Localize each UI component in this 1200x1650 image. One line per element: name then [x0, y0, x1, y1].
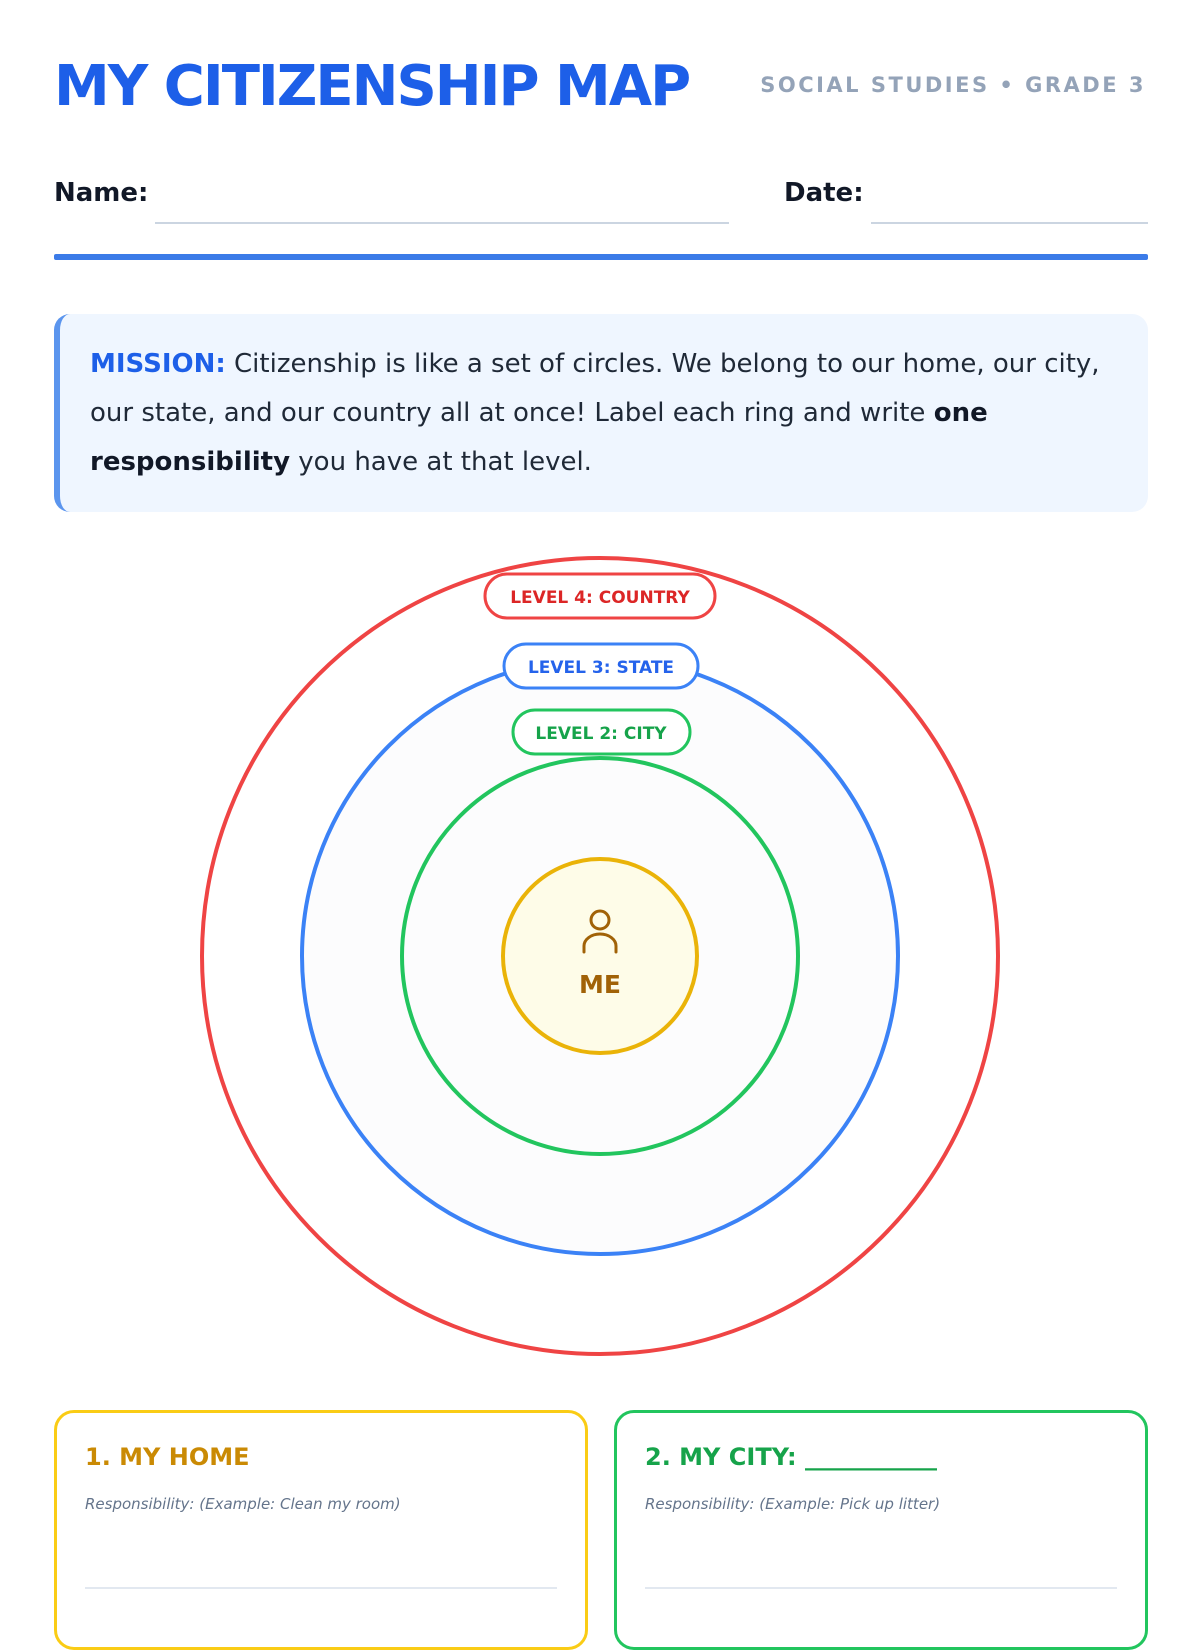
mission-text-start: Citizenship is like a set of circles. We belong to our home, our city, our state, and our country all at once! Label each ring and write	[90, 349, 1100, 428]
level-3-label	[504, 644, 698, 688]
subject-grade-label: SOCIAL STUDIES • GRADE 3	[760, 73, 1146, 97]
city-card	[614, 1410, 1148, 1650]
citizenship-rings-diagram	[0, 540, 1200, 1370]
name-label: Name:	[54, 178, 149, 208]
level-4-label-text: LEVEL 4: COUNTRY	[510, 588, 690, 608]
header-divider	[54, 254, 1148, 260]
page-title: MY CITIZENSHIP MAP	[54, 54, 690, 119]
city-responsibility-line[interactable]	[645, 1587, 1117, 1589]
level-4-label	[485, 574, 715, 618]
mission-lead: MISSION:	[90, 349, 226, 379]
home-card-title: 1. MY HOME	[85, 1443, 250, 1471]
mission-emphasis: one responsibility	[90, 398, 988, 477]
home-card-hint: Responsibility: (Example: Clean my room)	[85, 1495, 401, 1513]
level-2-label	[513, 710, 690, 754]
me-label: ME	[579, 970, 621, 999]
city-card-title: 2. MY CITY: ___________	[645, 1443, 937, 1471]
date-label: Date:	[784, 178, 864, 208]
level-2-label-text: LEVEL 2: CITY	[535, 724, 667, 744]
level-3-label-text: LEVEL 3: STATE	[527, 658, 675, 678]
mission-text-end: you have at that level.	[290, 447, 592, 477]
mission-box	[54, 314, 1148, 512]
home-responsibility-line[interactable]	[85, 1587, 557, 1589]
me-circle[interactable]	[503, 859, 697, 1053]
date-field[interactable]	[871, 222, 1148, 224]
home-card	[54, 1410, 588, 1650]
city-card-hint: Responsibility: (Example: Pick up litter)	[645, 1495, 941, 1513]
name-field[interactable]	[155, 222, 729, 224]
